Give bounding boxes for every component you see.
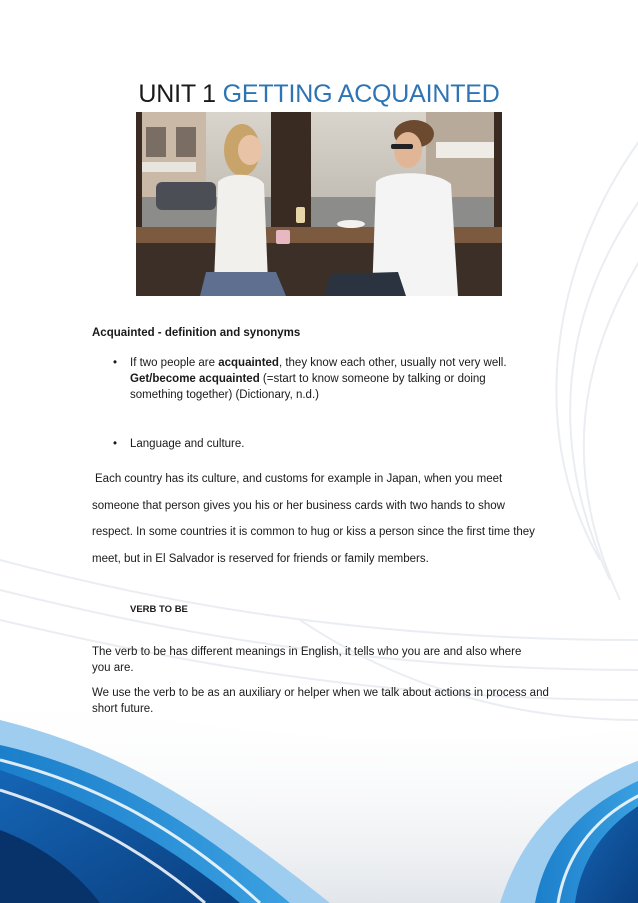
man-glasses: [391, 144, 413, 149]
parked-car: [156, 182, 216, 210]
page-title: [0, 80, 638, 109]
definition-text-part3: (=start to know someone by talking or doing something together) (Dictionary, n.d.): [130, 373, 486, 401]
building-window: [146, 127, 166, 157]
definition-bold-acquainted: acquainted: [218, 357, 279, 369]
definition-text-part1: If two people are: [130, 357, 219, 369]
definition-bullet-text: [130, 355, 533, 403]
definition-bullet: [113, 355, 533, 403]
woman-jeans: [200, 272, 286, 296]
woman-face: [238, 135, 262, 165]
culture-line-3: respect. In some countries it is common to hug or kiss a person since the first time they: [92, 526, 535, 538]
culture-line-2: someone that person gives you his or her business cards with two hands to show: [92, 499, 505, 512]
awning-right: [436, 142, 502, 158]
verb-paragraph-1: The verb to be has different meanings in English, it tells who you are and also where you are.: [92, 646, 522, 674]
couple-cafe-photo: [136, 112, 502, 296]
man-jeans: [324, 272, 406, 296]
definition-text-part2: , they know each other, usually not very well.: [278, 357, 507, 369]
man-face: [394, 132, 422, 168]
verb-to-be-heading: VERB TO BE: [130, 604, 188, 615]
language-culture-bullet: [113, 438, 244, 450]
woman-body: [214, 175, 268, 282]
definition-heading: Acquainted - definition and synonyms: [92, 327, 301, 339]
bullet-marker: •: [113, 357, 118, 369]
culture-line-1: Each country has its culture, and customs for example in Japan, when you meet: [95, 473, 503, 485]
verb-paragraph-2: We use the verb to be as an auxiliary or helper when we talk about actions in process and short future.: [92, 687, 549, 715]
jar: [296, 207, 305, 223]
plate: [337, 220, 365, 228]
language-culture-text: Language and culture.: [130, 438, 245, 450]
definition-bold-get-become: Get/become acquainted: [130, 373, 260, 385]
culture-paragraph: [92, 466, 562, 572]
bullet-marker: •: [113, 438, 118, 450]
title-prefix: UNIT 1: [138, 80, 216, 108]
title-accent: GETTING ACQUAINTED: [222, 80, 500, 108]
coffee-cup: [276, 230, 290, 244]
awning: [136, 162, 196, 172]
culture-line-4: meet, but in El Salvador is reserved for friends or family members.: [92, 552, 429, 565]
building-window: [176, 127, 196, 157]
